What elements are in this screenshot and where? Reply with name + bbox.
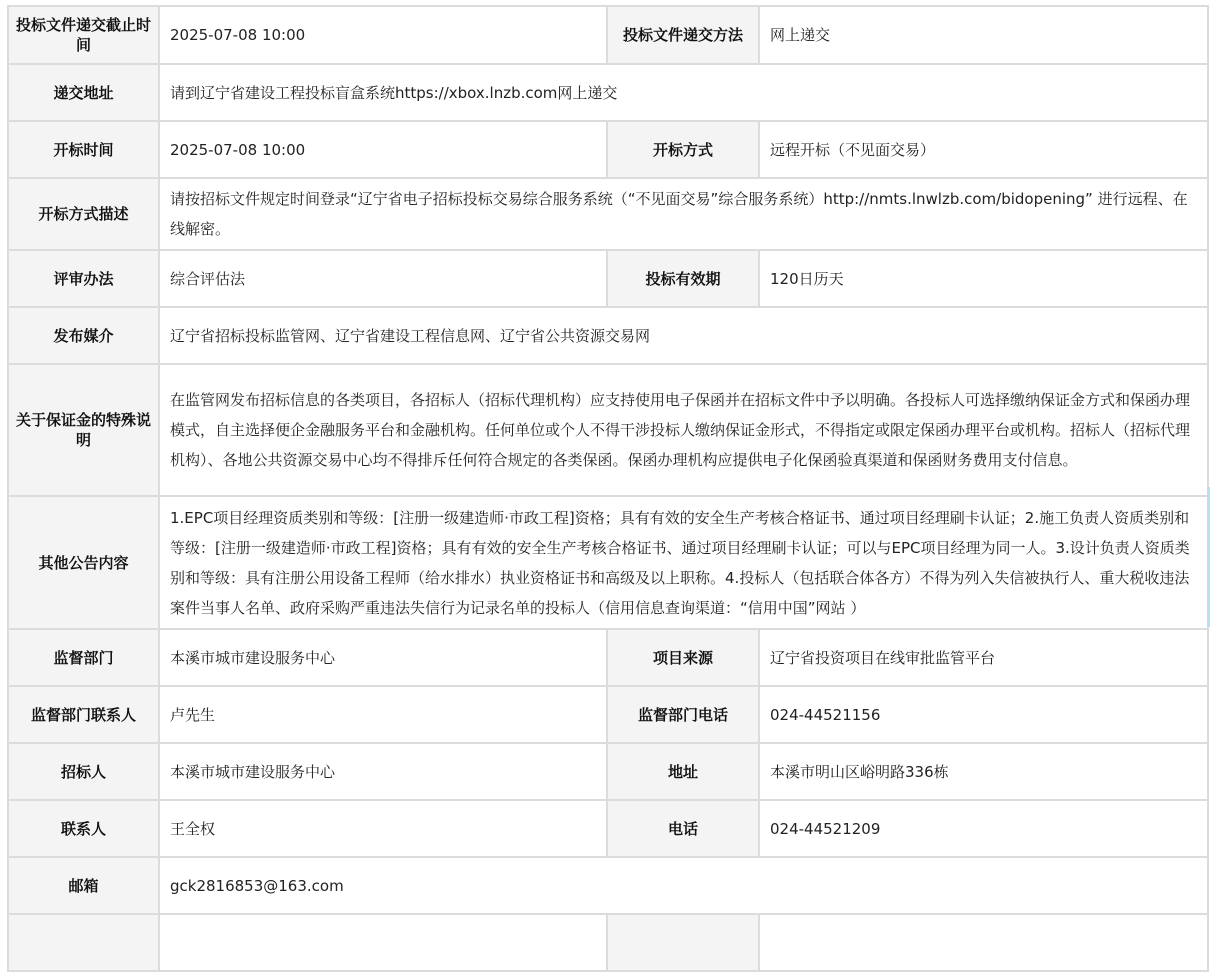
phone-label: 电话 xyxy=(607,800,759,857)
table-row xyxy=(8,6,1208,64)
publish-media-label: 发布媒介 xyxy=(8,307,159,364)
table-row xyxy=(8,64,1208,121)
next-row-value xyxy=(159,914,607,971)
contact-value: 王全权 xyxy=(159,800,607,857)
next-row-label xyxy=(8,914,159,971)
table-row xyxy=(8,857,1208,914)
publish-media-value: 辽宁省招标投标监管网、辽宁省建设工程信息网、辽宁省公共资源交易网 xyxy=(159,307,1208,364)
submit-address-label: 递交地址 xyxy=(8,64,159,121)
supervisor-label: 监督部门 xyxy=(8,629,159,686)
other-content-value: 1.EPC项目经理资质类别和等级：[注册一级建造师·市政工程]资格；具有有效的安全生产考核合格证书、通过项目经理刷卡认证；2.施工负责人资质类别和等级：[注册一级建造师·市政工程]资格；具有有效的安全生产考核合格证书、通过项目经理刷卡认证；可以与EPC项目经理为同一人。3.设计负责人资质类别和等级：具有注册公用设备工程师（给水排水）执业资格证书和高级及以上职称。4.投标人（包括联合体各方）不得为列入失信被执行人、重大税收违法案件当事人名单、政府采购严重违法失信行为记录名单的投标人（信用信息查询渠道：“信用中国”网站 ） xyxy=(159,496,1208,629)
submit-method-value: 网上递交 xyxy=(759,6,1208,64)
open-desc-value: 请按招标文件规定时间登录“辽宁省电子招标投标交易综合服务系统（“不见面交易”综合服务系统）http://nmts.lnwlzb.com/bidopening” 进行远程、在线解密。 xyxy=(159,178,1208,250)
deposit-note-value: 在监管网发布招标信息的各类项目，各招标人（招标代理机构）应支持使用电子保函并在招标文件中予以明确。各投标人可选择缴纳保证金方式和保函办理模式，自主选择便企金融服务平台和金融机构。任何单位或个人不得干涉投标人缴纳保证金形式，不得指定或限定保函办理平台或机构。招标人（招标代理机构）、各地公共资源交易中心均不得排斥任何符合规定的各类保函。保函办理机构应提供电子化保函验真渠道和保函财务费用支付信息。 xyxy=(159,364,1208,496)
phone-value: 024-44521209 xyxy=(759,800,1208,857)
announcement-info-table xyxy=(7,5,1209,972)
open-time-value: 2025-07-08 10:00 xyxy=(159,121,607,178)
submit-address-value: 请到辽宁省建设工程投标盲盒系统https://xbox.lnzb.com网上递交 xyxy=(159,64,1208,121)
table-row xyxy=(8,121,1208,178)
table-row xyxy=(8,800,1208,857)
bid-validity-value: 120日历天 xyxy=(759,250,1208,307)
supervisor-value: 本溪市城市建设服务中心 xyxy=(159,629,607,686)
open-mode-value: 远程开标（不见面交易） xyxy=(759,121,1208,178)
review-method-label: 评审办法 xyxy=(8,250,159,307)
open-desc-label: 开标方式描述 xyxy=(8,178,159,250)
tenderer-address-label: 地址 xyxy=(607,743,759,800)
tenderer-label: 招标人 xyxy=(8,743,159,800)
table-row xyxy=(8,743,1208,800)
supervisor-contact-label: 监督部门联系人 xyxy=(8,686,159,743)
open-mode-label: 开标方式 xyxy=(607,121,759,178)
supervisor-contact-value: 卢先生 xyxy=(159,686,607,743)
submit-method-label: 投标文件递交方法 xyxy=(607,6,759,64)
table-row xyxy=(8,496,1208,629)
next-row-value-2 xyxy=(759,914,1208,971)
tenderer-address-value: 本溪市明山区峪明路336栋 xyxy=(759,743,1208,800)
supervisor-phone-value: 024-44521156 xyxy=(759,686,1208,743)
deadline-label: 投标文件递交截止时间 xyxy=(8,6,159,64)
next-row-label-2 xyxy=(607,914,759,971)
supervisor-phone-label: 监督部门电话 xyxy=(607,686,759,743)
announcement-info-table-wrapper xyxy=(7,5,1207,972)
table-row xyxy=(8,914,1208,971)
bid-validity-label: 投标有效期 xyxy=(607,250,759,307)
contact-label: 联系人 xyxy=(8,800,159,857)
table-row xyxy=(8,178,1208,250)
table-row xyxy=(8,250,1208,307)
project-source-value: 辽宁省投资项目在线审批监管平台 xyxy=(759,629,1208,686)
email-value: gck2816853@163.com xyxy=(159,857,1208,914)
table-row xyxy=(8,629,1208,686)
open-time-label: 开标时间 xyxy=(8,121,159,178)
email-label: 邮箱 xyxy=(8,857,159,914)
table-row xyxy=(8,364,1208,496)
tenderer-value: 本溪市城市建设服务中心 xyxy=(159,743,607,800)
review-method-value: 综合评估法 xyxy=(159,250,607,307)
table-row xyxy=(8,307,1208,364)
deadline-value: 2025-07-08 10:00 xyxy=(159,6,607,64)
table-row xyxy=(8,686,1208,743)
project-source-label: 项目来源 xyxy=(607,629,759,686)
deposit-note-label: 关于保证金的特殊说明 xyxy=(8,364,159,496)
other-content-label: 其他公告内容 xyxy=(8,496,159,629)
